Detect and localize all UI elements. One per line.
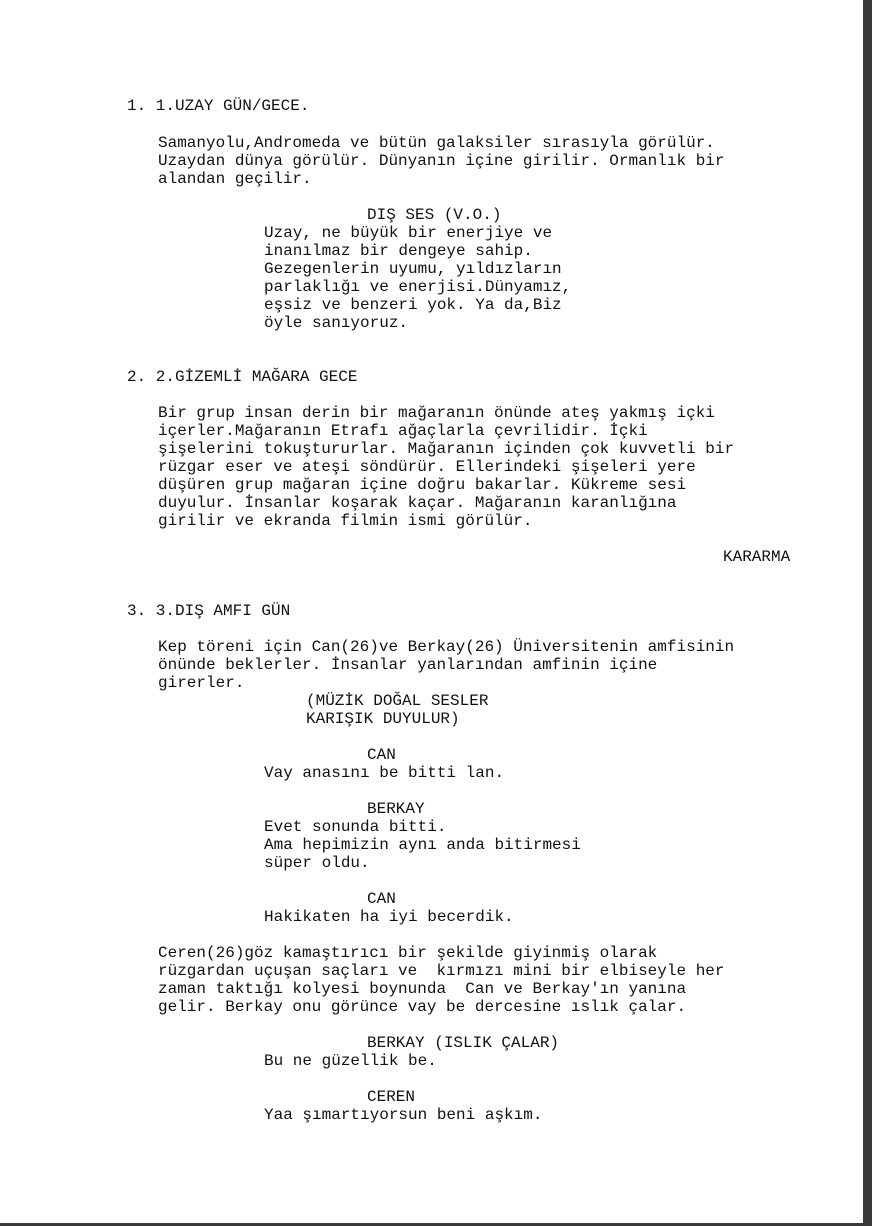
parenthetical: KARIŞIK DUYULUR): [306, 710, 460, 728]
action-line: gelir. Berkay onu görünce vay be dercesine ıslık çalar.: [158, 998, 687, 1016]
dialogue-line: Bu ne güzellik be.: [264, 1052, 437, 1070]
character-name: CAN: [367, 746, 396, 764]
character-name: BERKAY: [367, 800, 425, 818]
action-line: girilir ve ekranda filmin ismi görülür.: [158, 512, 533, 530]
dialogue-line: Gezegenlerin uyumu, yıldızların: [264, 260, 562, 278]
page-edge-right: [863, 0, 872, 1226]
character-name: BERKAY (ISLIK ÇALAR): [367, 1034, 560, 1052]
action-line: zaman taktığı kolyesi boynunda Can ve Berkay'ın yanına: [158, 980, 687, 998]
dialogue-line: Yaa şımartıyorsun beni aşkım.: [264, 1106, 543, 1124]
dialogue-line: Ama hepimizin aynı anda bitirmesi: [264, 836, 581, 854]
action-line: Kep töreni için Can(26)ve Berkay(26) Üniversitenin amfisinin: [158, 638, 735, 656]
action-line: önünde beklerler. İnsanlar yanlarından amfinin içine: [158, 656, 658, 674]
action-line: girerler.: [158, 674, 245, 692]
character-name: CAN: [367, 890, 396, 908]
character-name: DIŞ SES (V.O.): [367, 206, 502, 224]
dialogue-line: inanılmaz bir dengeye sahip.: [264, 242, 533, 260]
scene-heading: 3. 3.DIŞ AMFI GÜN: [127, 602, 291, 620]
transition: KARARMA: [723, 548, 791, 566]
dialogue-line: Vay anasını be bitti lan.: [264, 764, 505, 782]
dialogue-line: Hakikaten ha iyi becerdik.: [264, 908, 514, 926]
action-line: Samanyolu,Andromeda ve bütün galaksiler sırasıyla görülür.: [158, 134, 715, 152]
action-line: düşüren grup mağaran içine doğru bakarlar. Kükreme sesi: [158, 476, 687, 494]
action-line: duyulur. İnsanlar koşarak kaçar. Mağaranın karanlığına: [158, 494, 677, 512]
dialogue-line: parlaklığı ve enerjisi.Dünyamız,: [264, 278, 572, 296]
parenthetical: (MÜZİK DOĞAL SESLER: [306, 692, 489, 710]
action-line: Uzaydan dünya görülür. Dünyanın içine girilir. Ormanlık bir: [158, 152, 725, 170]
action-line: rüzgar eser ve ateşi söndürür. Ellerindeki şişeleri yere: [158, 458, 696, 476]
dialogue-line: süper oldu.: [264, 854, 370, 872]
action-line: Bir grup insan derin bir mağaranın önünde ateş yakmış içki: [158, 404, 715, 422]
action-line: Ceren(26)göz kamaştırıcı bir şekilde giyinmiş olarak: [158, 944, 658, 962]
dialogue-line: Evet sonunda bitti.: [264, 818, 447, 836]
action-line: rüzgardan uçuşan saçları ve kırmızı mini bir elbiseyle her: [158, 962, 725, 980]
action-line: alandan geçilir.: [158, 170, 312, 188]
character-name: CEREN: [367, 1088, 416, 1106]
action-line: şişelerini tokuştururlar. Mağaranın içinden çok kuvvetli bir: [158, 440, 735, 458]
action-line: içerler.Mağaranın Etrafı ağaçlarla çevrilidir. İçki: [158, 422, 648, 440]
scene-heading: 1. 1.UZAY GÜN/GECE.: [127, 97, 310, 115]
dialogue-line: öyle sanıyoruz.: [264, 314, 409, 332]
scene-heading: 2. 2.GİZEMLİ MAĞARA GECE: [127, 368, 358, 386]
dialogue-line: Uzay, ne büyük bir enerjiye ve: [264, 224, 553, 242]
dialogue-line: eşsiz ve benzeri yok. Ya da,Biz: [264, 296, 562, 314]
